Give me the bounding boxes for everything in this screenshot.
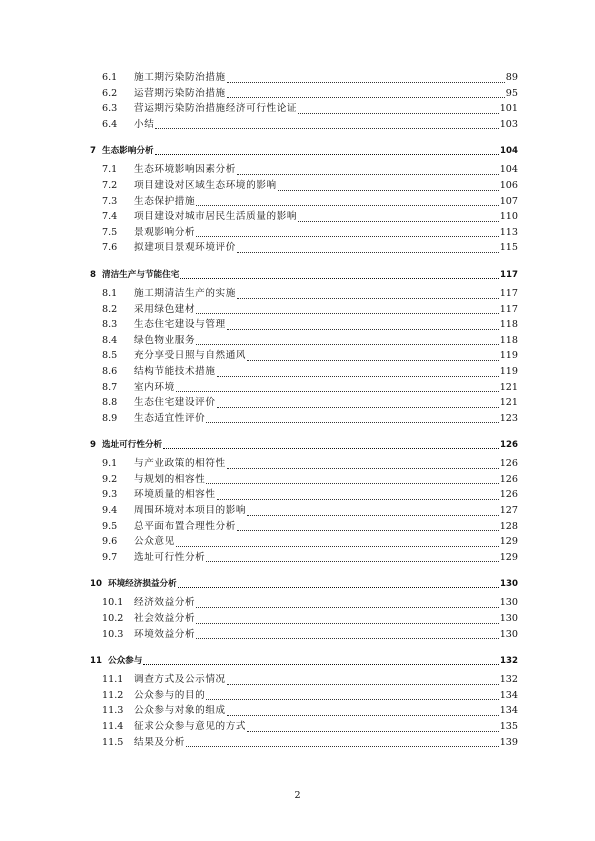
toc-entry[interactable] — [86, 472, 518, 488]
section-page-number: 117 — [500, 269, 518, 280]
dot-leader — [196, 623, 499, 624]
dot-leader — [298, 113, 499, 114]
section-number: 7 — [90, 146, 96, 157]
section-page-number: 132 — [500, 656, 518, 667]
entry-page-number: 110 — [499, 211, 518, 223]
entry-number: 8.8 — [102, 397, 118, 409]
entry-page-number: 117 — [499, 303, 518, 315]
dot-leader — [196, 236, 499, 237]
toc-entry[interactable] — [86, 209, 518, 225]
entry-title: 公众参与的目的 — [134, 689, 206, 701]
entry-title: 经济效益分析 — [134, 597, 196, 609]
entry-page-number: 118 — [499, 334, 518, 346]
entry-number: 7.2 — [102, 179, 118, 191]
toc-entry[interactable] — [86, 317, 518, 333]
entry-title: 环境效益分析 — [134, 628, 196, 640]
entry-page-number: 130 — [499, 613, 518, 625]
dot-leader — [227, 468, 499, 469]
entry-number: 11.1 — [102, 674, 124, 686]
dot-leader — [247, 360, 499, 361]
entry-number: 11.5 — [102, 736, 124, 748]
toc-entry[interactable] — [86, 672, 518, 688]
dot-leader — [206, 483, 498, 484]
entry-title: 结果及分析 — [134, 736, 185, 748]
entry-title: 生态住宅建设评价 — [134, 397, 216, 409]
entry-number: 8.5 — [102, 350, 118, 362]
section-page-number: 126 — [500, 440, 518, 451]
toc-entry[interactable] — [86, 348, 518, 364]
toc-entry[interactable] — [86, 627, 518, 643]
entry-page-number: 103 — [499, 118, 518, 130]
dot-leader — [196, 313, 499, 314]
toc-section-heading[interactable] — [86, 655, 518, 668]
entry-page-number: 135 — [499, 721, 518, 732]
entry-title: 生态保护措施 — [134, 195, 196, 207]
entry-title: 充分享受日照与自然通风 — [134, 350, 247, 362]
entry-page-number: 127 — [499, 505, 518, 517]
entry-page-number: 139 — [499, 736, 518, 748]
toc-entry[interactable] — [86, 194, 518, 210]
entry-page-number: 132 — [499, 674, 518, 686]
entry-page-number: 113 — [499, 226, 518, 238]
dot-leader — [155, 128, 498, 129]
entry-number: 10.2 — [102, 613, 124, 625]
dot-leader — [196, 607, 499, 608]
dot-leader — [227, 82, 505, 83]
entry-page-number: 130 — [499, 628, 518, 640]
entry-number: 9.6 — [102, 536, 118, 548]
toc-entry[interactable] — [86, 101, 518, 117]
entry-number: 6.1 — [102, 72, 118, 83]
entry-title: 生态环境影响因素分析 — [134, 164, 236, 176]
entry-number: 6.2 — [102, 87, 118, 99]
toc-entry[interactable] — [86, 456, 518, 472]
entry-title: 营运期污染防治措施经济可行性论证 — [134, 103, 298, 115]
toc-entry[interactable] — [86, 534, 518, 550]
section-number: 8 — [90, 269, 96, 280]
entry-page-number: 121 — [499, 397, 518, 409]
entry-title: 结构节能技术措施 — [134, 365, 216, 377]
entry-page-number: 123 — [499, 412, 518, 424]
dot-leader — [196, 205, 499, 206]
entry-number: 8.2 — [102, 303, 118, 315]
entry-page-number: 101 — [499, 103, 518, 115]
entry-page-number: 129 — [499, 551, 518, 563]
entry-number: 11.2 — [102, 689, 124, 701]
toc-entry[interactable] — [86, 519, 518, 535]
toc-section-heading[interactable] — [86, 439, 518, 452]
entry-number: 8.9 — [102, 412, 118, 424]
dot-leader — [227, 715, 499, 716]
dot-leader — [163, 448, 499, 449]
dot-leader — [217, 499, 499, 500]
toc-entry[interactable] — [86, 117, 518, 133]
section-page-number: 104 — [500, 146, 518, 157]
toc-entry[interactable] — [86, 395, 518, 411]
page-number: 2 — [294, 790, 301, 801]
entry-title: 调查方式及公示情况 — [134, 674, 226, 686]
dot-leader — [237, 252, 499, 253]
entry-title: 征求公众参与意见的方式 — [134, 721, 247, 732]
dot-leader — [178, 587, 499, 588]
dot-leader — [217, 407, 499, 408]
toc-entry[interactable] — [86, 240, 518, 256]
toc-entry[interactable] — [86, 302, 518, 318]
section-number: 10 — [90, 579, 102, 590]
toc-entry[interactable] — [86, 70, 518, 86]
dot-leader — [196, 344, 499, 345]
entry-number: 7.6 — [102, 242, 118, 254]
toc-entry[interactable] — [86, 178, 518, 194]
toc-entry[interactable] — [86, 611, 518, 627]
entry-title: 拟建项目景观环境评价 — [134, 242, 236, 254]
entry-title: 室内环境 — [134, 381, 175, 393]
entry-number: 11.3 — [102, 705, 124, 717]
toc-section-heading[interactable] — [86, 578, 518, 591]
entry-page-number: 107 — [499, 195, 518, 207]
section-title: 环境经济损益分析 — [107, 579, 177, 590]
toc-entry[interactable] — [86, 688, 518, 704]
entry-title: 施工期污染防治措施 — [134, 72, 226, 83]
dot-leader — [206, 699, 498, 700]
dot-leader — [180, 278, 499, 279]
entry-title: 公众参与对象的组成 — [134, 705, 226, 717]
dot-leader — [186, 746, 499, 747]
entry-title: 与规划的相容性 — [134, 473, 206, 485]
entry-title: 运营期污染防治措施 — [134, 87, 226, 99]
entry-title: 施工期清洁生产的实施 — [134, 287, 236, 299]
toc-entry[interactable] — [86, 225, 518, 241]
section-title: 生态影响分析 — [101, 146, 154, 157]
entry-page-number: 118 — [499, 319, 518, 331]
entry-page-number: 129 — [499, 536, 518, 548]
entry-page-number: 119 — [499, 350, 518, 362]
entry-page-number: 126 — [499, 458, 518, 470]
entry-page-number: 126 — [499, 489, 518, 501]
section-title: 清洁生产与节能住宅 — [101, 269, 180, 280]
entry-number: 9.7 — [102, 551, 118, 563]
dot-leader — [155, 154, 499, 155]
entry-title: 采用绿色建材 — [134, 303, 196, 315]
dot-leader — [298, 221, 499, 222]
dot-leader — [247, 731, 499, 732]
entry-title: 小结 — [134, 118, 155, 130]
entry-page-number: 121 — [499, 381, 518, 393]
toc-entry[interactable] — [86, 595, 518, 611]
table-of-contents — [86, 70, 518, 750]
entry-number: 11.4 — [102, 721, 124, 732]
entry-number: 9.2 — [102, 473, 118, 485]
entry-title: 周围环境对本项目的影响 — [134, 505, 247, 517]
section-title: 选址可行性分析 — [101, 440, 163, 451]
section-title: 公众参与 — [107, 656, 143, 667]
entry-number: 9.5 — [102, 520, 118, 532]
entry-number: 10.3 — [102, 628, 124, 640]
dot-leader — [217, 376, 499, 377]
entry-title: 生态住宅建设与管理 — [134, 319, 226, 331]
section-page-number: 130 — [500, 579, 518, 590]
entry-number: 7.5 — [102, 226, 118, 238]
dot-leader — [206, 561, 498, 562]
entry-page-number: 106 — [499, 179, 518, 191]
dot-leader — [237, 298, 499, 299]
entry-page-number: 115 — [499, 242, 518, 254]
entry-title: 绿色物业服务 — [134, 334, 196, 346]
dot-leader — [278, 190, 499, 191]
toc-entry[interactable] — [86, 86, 518, 102]
toc-entry[interactable] — [86, 411, 518, 427]
entry-title: 景观影响分析 — [134, 226, 196, 238]
entry-page-number: 119 — [499, 365, 518, 377]
dot-leader — [196, 638, 499, 639]
entry-title: 公众意见 — [134, 536, 175, 548]
entry-number: 7.1 — [102, 164, 118, 176]
toc-entry[interactable] — [86, 162, 518, 178]
toc-section-heading[interactable] — [86, 145, 518, 158]
dot-leader — [227, 329, 499, 330]
entry-number: 7.4 — [102, 211, 118, 223]
dot-leader — [176, 391, 499, 392]
entry-title: 选址可行性分析 — [134, 551, 206, 563]
dot-leader — [227, 684, 499, 685]
toc-entry[interactable] — [86, 719, 518, 735]
entry-title: 项目建设对区域生态环境的影响 — [134, 179, 277, 191]
section-number: 9 — [90, 440, 96, 451]
entry-page-number: 95 — [505, 87, 518, 99]
entry-number: 8.4 — [102, 334, 118, 346]
dot-leader — [176, 546, 499, 547]
entry-page-number: 128 — [499, 520, 518, 532]
entry-title: 与产业政策的相符性 — [134, 458, 226, 470]
entry-number: 9.1 — [102, 458, 118, 470]
entry-number: 9.4 — [102, 505, 118, 517]
entry-title: 社会效益分析 — [134, 613, 196, 625]
entry-number: 9.3 — [102, 489, 118, 501]
entry-page-number: 134 — [499, 689, 518, 701]
toc-entry[interactable] — [86, 286, 518, 302]
dot-leader — [247, 515, 499, 516]
entry-title: 总平面布置合理性分析 — [134, 520, 236, 532]
entry-page-number: 134 — [499, 705, 518, 717]
entry-page-number: 126 — [499, 473, 518, 485]
toc-entry[interactable] — [86, 364, 518, 380]
toc-entry[interactable] — [86, 487, 518, 503]
entry-title: 生态适宜性评价 — [134, 412, 206, 424]
dot-leader — [206, 422, 498, 423]
entry-number: 8.7 — [102, 381, 118, 393]
dot-leader — [227, 97, 505, 98]
entry-page-number: 104 — [499, 164, 518, 176]
entry-page-number: 89 — [505, 72, 518, 83]
entry-number: 6.4 — [102, 118, 118, 130]
toc-entry[interactable] — [86, 503, 518, 519]
entry-number: 7.3 — [102, 195, 118, 207]
toc-entry[interactable] — [86, 380, 518, 396]
entry-number: 8.6 — [102, 365, 118, 377]
dot-leader — [237, 530, 499, 531]
entry-number: 8.1 — [102, 287, 118, 299]
dot-leader — [143, 664, 499, 665]
entry-number: 6.3 — [102, 103, 118, 115]
entry-number: 10.1 — [102, 597, 124, 609]
toc-entry[interactable] — [86, 703, 518, 719]
entry-title: 项目建设对城市居民生活质量的影响 — [134, 211, 298, 223]
toc-entry[interactable] — [86, 735, 518, 751]
toc-entry[interactable] — [86, 333, 518, 349]
section-number: 11 — [90, 656, 102, 667]
entry-page-number: 130 — [499, 597, 518, 609]
toc-entry[interactable] — [86, 550, 518, 566]
dot-leader — [237, 174, 499, 175]
entry-title: 环境质量的相容性 — [134, 489, 216, 501]
entry-page-number: 117 — [499, 287, 518, 299]
entry-number: 8.3 — [102, 319, 118, 331]
toc-section-heading[interactable] — [86, 269, 518, 282]
